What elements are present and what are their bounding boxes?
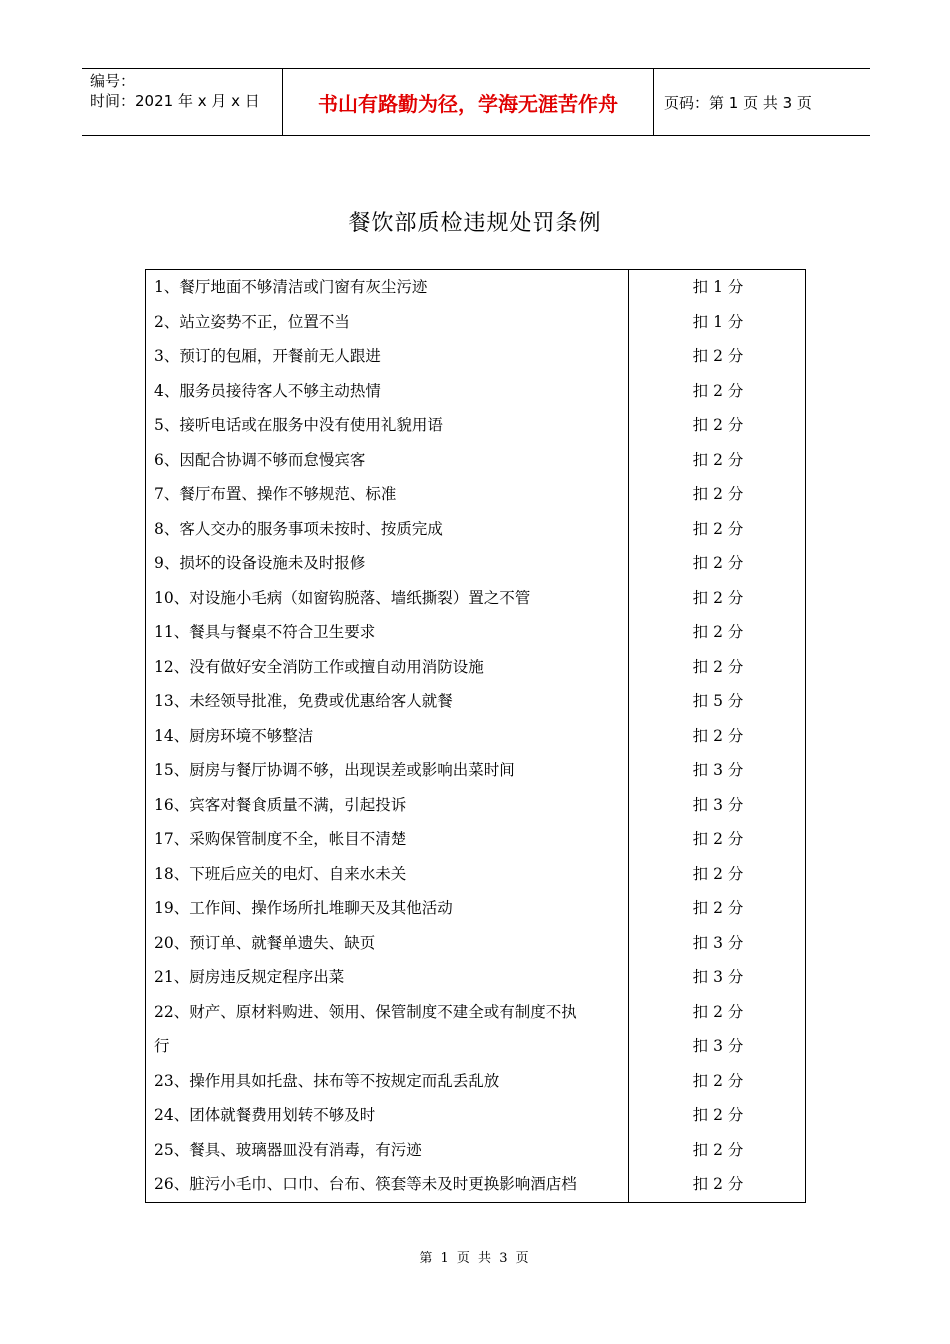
page-header (82, 68, 870, 136)
page-footer: 第 1 页 共 3 页 (419, 1251, 531, 1266)
penalty-score: 扣 2 分 (692, 1175, 744, 1193)
penalty-table (145, 269, 806, 1203)
penalty-score: 扣 2 分 (692, 864, 744, 883)
document-title: 餐饮部质检违规处罚条例 (348, 211, 602, 236)
penalty-score: 扣 2 分 (692, 1106, 744, 1124)
table-row (146, 995, 807, 1030)
rule-text: 14、厨房环境不够整洁 (154, 726, 314, 745)
penalty-score: 扣 1 分 (692, 278, 744, 296)
table-row (146, 1133, 807, 1168)
rule-text: 18、下班后应关的电灯、自来水未关 (154, 864, 407, 883)
table-row (146, 891, 807, 926)
table-row (146, 443, 807, 478)
rule-text: 行 (154, 1037, 170, 1055)
penalty-score: 扣 5 分 (692, 692, 744, 710)
penalty-score: 扣 2 分 (692, 1002, 744, 1021)
table-row (146, 650, 807, 685)
rule-text: 21、厨房违反规定程序出菜 (154, 968, 345, 986)
penalty-score: 扣 1 分 (692, 312, 744, 331)
penalty-score: 扣 2 分 (692, 588, 744, 607)
rule-text: 8、客人交办的服务事项未按时、按质完成 (154, 519, 443, 538)
table-row (146, 926, 807, 961)
table-row (146, 1167, 807, 1202)
rule-text: 3、预订的包厢，开餐前无人跟进 (154, 347, 381, 365)
penalty-score: 扣 2 分 (692, 726, 744, 745)
penalty-score: 扣 2 分 (692, 623, 744, 641)
rule-text: 16、宾客对餐食质量不满，引起投诉 (154, 795, 407, 814)
table-row (146, 1098, 807, 1133)
rule-text: 4、服务员接待客人不够主动热情 (154, 381, 381, 400)
penalty-score: 扣 2 分 (692, 347, 744, 365)
rule-text: 19、工作间、操作场所扎堆聊天及其他活动 (154, 899, 453, 917)
rule-text: 12、没有做好安全消防工作或擅自动用消防设施 (154, 657, 484, 676)
time-label: 时间：2021 年 x 月 x 日 (90, 92, 260, 110)
penalty-score: 扣 2 分 (692, 519, 744, 538)
table-row (146, 477, 807, 512)
rule-text: 24、团体就餐费用划转不够及时 (154, 1106, 376, 1124)
table-row (146, 305, 807, 340)
table-row (146, 374, 807, 409)
number-label: 编号： (90, 72, 136, 90)
penalty-score: 扣 3 分 (692, 968, 744, 986)
penalty-score: 扣 2 分 (692, 899, 744, 917)
rule-text: 9、损坏的设备设施未及时报修 (154, 554, 366, 572)
rule-text: 20、预订单、就餐单遗失、缺页 (154, 933, 376, 952)
table-row (146, 615, 807, 650)
table-row (146, 270, 807, 305)
table-row (146, 857, 807, 892)
penalty-score: 扣 2 分 (692, 657, 744, 676)
rule-text: 15、厨房与餐厅协调不够，出现误差或影响出菜时间 (154, 761, 515, 779)
table-row (146, 408, 807, 443)
table-row (146, 1029, 807, 1064)
rule-text: 17、采购保管制度不全，帐目不清楚 (154, 830, 407, 848)
rule-text: 2、站立姿势不正，位置不当 (154, 312, 350, 331)
penalty-score: 扣 3 分 (692, 1037, 744, 1055)
rule-text: 13、未经领导批准，免费或优惠给客人就餐 (154, 692, 453, 710)
rule-text: 11、餐具与餐桌不符合卫生要求 (154, 623, 376, 641)
penalty-score: 扣 2 分 (692, 1071, 744, 1090)
penalty-score: 扣 2 分 (692, 381, 744, 400)
penalty-score: 扣 2 分 (692, 1140, 744, 1159)
penalty-score: 扣 3 分 (692, 761, 744, 779)
rule-text: 5、接听电话或在服务中没有使用礼貌用语 (154, 416, 443, 434)
rule-text: 7、餐厅布置、操作不够规范、标准 (154, 485, 397, 503)
table-row (146, 581, 807, 616)
table-row (146, 788, 807, 823)
table-row (146, 719, 807, 754)
penalty-score: 扣 2 分 (692, 450, 744, 469)
rule-text: 6、因配合协调不够而怠慢宾客 (154, 450, 366, 469)
table-row (146, 960, 807, 995)
table-row (146, 684, 807, 719)
penalty-score: 扣 2 分 (692, 416, 744, 434)
header-motto: 书山有路勤为径，学海无涯苦作舟 (282, 69, 654, 135)
table-row (146, 822, 807, 857)
rule-text: 1、餐厅地面不够清洁或门窗有灰尘污迹 (154, 278, 428, 296)
penalty-score: 扣 3 分 (692, 795, 744, 814)
table-row (146, 512, 807, 547)
header-meta (82, 69, 282, 135)
rule-text: 25、餐具、玻璃器皿没有消毒，有污迹 (154, 1140, 422, 1159)
rule-text: 10、对设施小毛病（如窗钩脱落、墙纸撕裂）置之不管 (154, 588, 531, 607)
penalty-score: 扣 2 分 (692, 485, 744, 503)
table-row (146, 753, 807, 788)
table-row (146, 1064, 807, 1099)
table-row (146, 546, 807, 581)
rule-text: 26、脏污小毛巾、口巾、台布、筷套等未及时更换影响酒店档 (154, 1175, 577, 1193)
penalty-score: 扣 2 分 (692, 830, 744, 848)
penalty-score: 扣 3 分 (692, 933, 744, 952)
rule-text: 23、操作用具如托盘、抹布等不按规定而乱丢乱放 (154, 1071, 500, 1090)
rule-text: 22、财产、原材料购进、领用、保管制度不建全或有制度不执 (154, 1002, 577, 1021)
penalty-score: 扣 2 分 (692, 554, 744, 572)
header-page-info: 页码：第 1 页 共 3 页 (664, 93, 812, 112)
table-row (146, 339, 807, 374)
